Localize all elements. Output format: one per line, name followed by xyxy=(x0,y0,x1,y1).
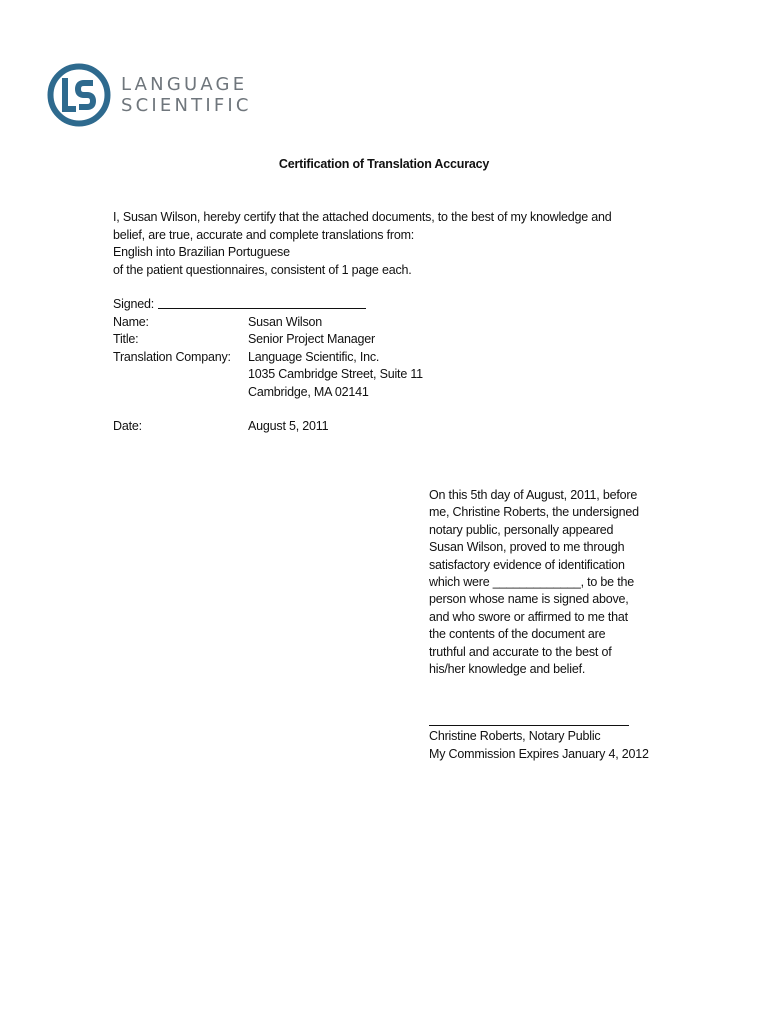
notary-line: Susan Wilson, proved to me through xyxy=(429,540,625,555)
statement-line: of the patient questionnaires, consistent of 1 page each. xyxy=(113,262,412,277)
notary-line: On this 5th day of August, 2011, before xyxy=(429,488,638,502)
company-row xyxy=(113,349,423,367)
notary-statement xyxy=(429,487,679,678)
address-line-1: 1035 Cambridge Street, Suite 11 xyxy=(248,367,423,381)
address-line-2: Cambridge, MA 02141 xyxy=(248,384,369,399)
signed-label: Signed: xyxy=(113,297,154,311)
logo-word-scientific: SCIENTIFIC xyxy=(121,95,252,116)
ls-logo-icon xyxy=(46,62,112,128)
title-row xyxy=(113,331,423,349)
company-logo xyxy=(46,62,252,128)
name-value: Susan Wilson xyxy=(248,314,323,329)
certification-statement xyxy=(113,209,653,279)
company-label: Translation Company: xyxy=(113,349,231,364)
signed-row xyxy=(113,296,423,314)
signature-fields xyxy=(113,296,423,436)
notary-line: notary public, personally appeared xyxy=(429,522,614,537)
statement-line: English into Brazilian Portuguese xyxy=(113,245,290,259)
address-row-2 xyxy=(113,384,423,402)
notary-line: which were _____________, to be the xyxy=(429,575,634,590)
address-row-1 xyxy=(113,366,423,384)
logo-word-language: LANGUAGE xyxy=(121,74,248,95)
date-row xyxy=(113,418,423,436)
notary-line: the contents of the document are xyxy=(429,627,606,642)
date-value: August 5, 2011 xyxy=(248,419,329,433)
date-label: Date: xyxy=(113,419,142,433)
notary-line: truthful and accurate to the best of xyxy=(429,644,612,659)
name-label: Name: xyxy=(113,314,149,329)
notary-signature-block xyxy=(429,713,649,763)
notary-line: his/her knowledge and belief. xyxy=(429,662,586,677)
notary-line: person whose name is signed above, xyxy=(429,592,629,607)
document-title: Certification of Translation Accuracy xyxy=(278,157,490,171)
statement-line: I, Susan Wilson, hereby certify that the attached documents, to the best of my knowledge and xyxy=(113,210,612,224)
logo-wordmark xyxy=(121,74,252,116)
notary-commission: My Commission Expires January 4, 2012 xyxy=(429,746,649,761)
notary-line: satisfactory evidence of identification xyxy=(429,557,625,572)
name-row xyxy=(113,314,423,332)
signature-line xyxy=(158,296,366,309)
statement-line: belief, are true, accurate and complete translations from: xyxy=(113,227,415,242)
company-value: Language Scientific, Inc. xyxy=(248,349,380,364)
notary-line: me, Christine Roberts, the undersigned xyxy=(429,505,639,520)
title-value: Senior Project Manager xyxy=(248,332,375,346)
notary-line: and who swore or affirmed to me that xyxy=(429,609,628,624)
notary-signature-line xyxy=(429,713,629,726)
title-label: Title: xyxy=(113,332,139,346)
notary-signer: Christine Roberts, Notary Public xyxy=(429,729,601,743)
